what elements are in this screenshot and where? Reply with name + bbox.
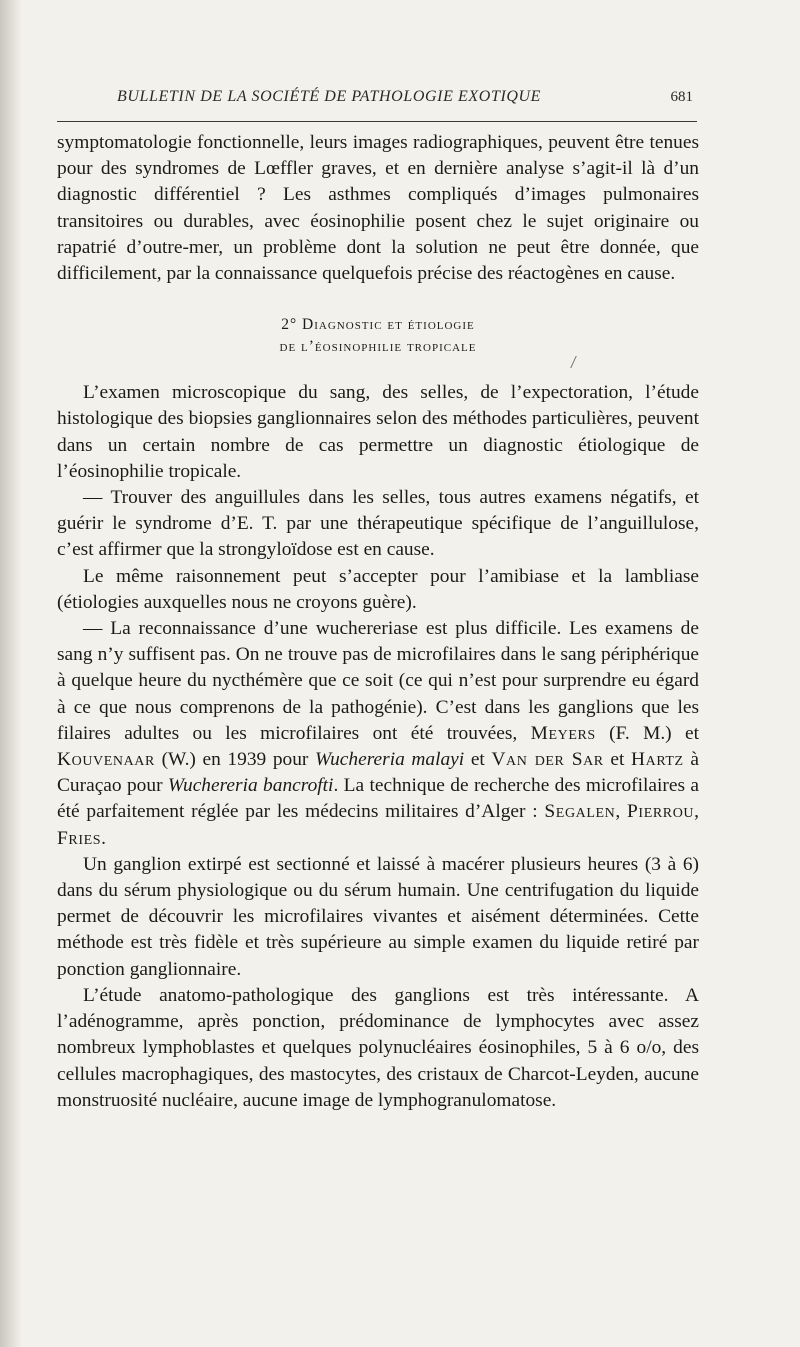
header-rule [57, 121, 697, 122]
text-run: et [464, 749, 492, 771]
author-name: Hartz [631, 749, 684, 771]
text-run: (F. M.) et [595, 722, 699, 744]
section-heading-line-2: de l’éosinophilie tropicale [279, 338, 477, 356]
page-binding-edge [0, 0, 22, 1347]
text-run: . La technique de recherche des microfilaires a été parfaitement réglée par les médecins militaires d’Alger : [57, 775, 699, 823]
text-run: , [615, 801, 628, 823]
section-heading [57, 314, 699, 358]
species-name: Wuchereria malayi [315, 749, 465, 771]
paragraph-ganglion: Un ganglion extirpé est sectionné et laissé à macérer plusieurs heures (3 à 6) dans du sérum physiologique ou du sérum humain. Une centrifugation du liquide permet de découvrir les microfilaires vivantes et aisément déterminées. Cette méthode est très fidèle et très supérieure au simple examen du liquide retiré par ponction ganglionnaire. [57, 853, 699, 980]
text-run: , [694, 801, 700, 823]
author-name: Segalen [544, 801, 616, 823]
page-header [57, 88, 697, 116]
paragraph-examen: L’examen microscopique du sang, des selles, de l’expectoration, l’étude histologique des biopsies ganglionnaires selon des méthodes particulières, peuvent dans un certain nombre de cas permettre un diagnostic étiologique de l’éosinophilie tropicale. [57, 382, 699, 482]
section-heading-line-1: 2° Diagnostic et étiologie [281, 316, 475, 334]
paragraph-anatomo-pathologique: L’étude anatomo-pathologique des ganglions est très intéressante. A l’adénogramme, après ponction, prédominance de lymphocytes avec assez nombreux lymphoblastes et quelques polynucléaires éosinophiles, 5 à 6 o/o, des cellules macrophagiques, des mastocytes, des cristaux de Charcot-Leyden, aucune monstruosité nucléaire, aucune image de lymphogranulomatose. [57, 984, 699, 1111]
author-name: Van der Sar [491, 749, 604, 771]
paragraph-continued: symptomatologie fonctionnelle, leurs images radiographiques, peuvent être tenues pour des syndromes de Lœffler graves, et en dernière analyse s’agit-il là d’un diagnostic différentiel ? Les asthmes compliqués d’images pulmonaires transitoires ou durables, avec éosinophilie posent chez le sujet originaire ou rapatrié d’outre-mer, un problème dont la solution ne peut être donnée, que difficilement, par la connaissance quelquefois précise des réactogènes en cause. [57, 132, 699, 285]
text-run: (W.) en 1939 pour [154, 749, 316, 771]
text-run: à Curaçao pour [57, 749, 699, 797]
author-name: Meyers [530, 722, 596, 744]
paragraph-anguillules: — Trouver des anguillules dans les selles, tous autres examens négatifs, et guérir le syndrome d’E. T. par une thérapeutique spécifique de l’anguillulose, c’est affirmer que la strongyloïdose est en cause. [57, 487, 699, 561]
page-number: 681 [670, 89, 693, 105]
body-text [57, 130, 699, 1114]
text-run: — La reconnaissance d’une wuchereriase est plus difficile. Les examens de sang n’y suffisent pas. On ne trouve pas de microfilaires dans le sang périphérique à quelque heure du nycthémère que ce soit (ce qui n’est pour surprendre eu égard à ce que nous comprenons de la pathogénie). C’est dans les ganglions que les filaires adultes ou les microfilaires ont été trouvées, [57, 618, 699, 744]
text-run: et [603, 749, 631, 771]
author-name: Pierrou [627, 801, 695, 823]
author-name: Fries [57, 827, 102, 849]
species-name: Wuchereria bancrofti [167, 775, 334, 797]
running-head: BULLETIN DE LA SOCIÉTÉ DE PATHOLOGIE EXOTIQUE [117, 88, 542, 105]
author-name: Kouvenaar [57, 749, 155, 771]
paragraph-amibiase: Le même raisonnement peut s’accepter pour l’amibiase et la lambliase (étiologies auxquelles nous ne croyons guère). [57, 565, 699, 613]
text-run: . [101, 827, 106, 849]
paragraph-wuchereriase [57, 616, 699, 852]
